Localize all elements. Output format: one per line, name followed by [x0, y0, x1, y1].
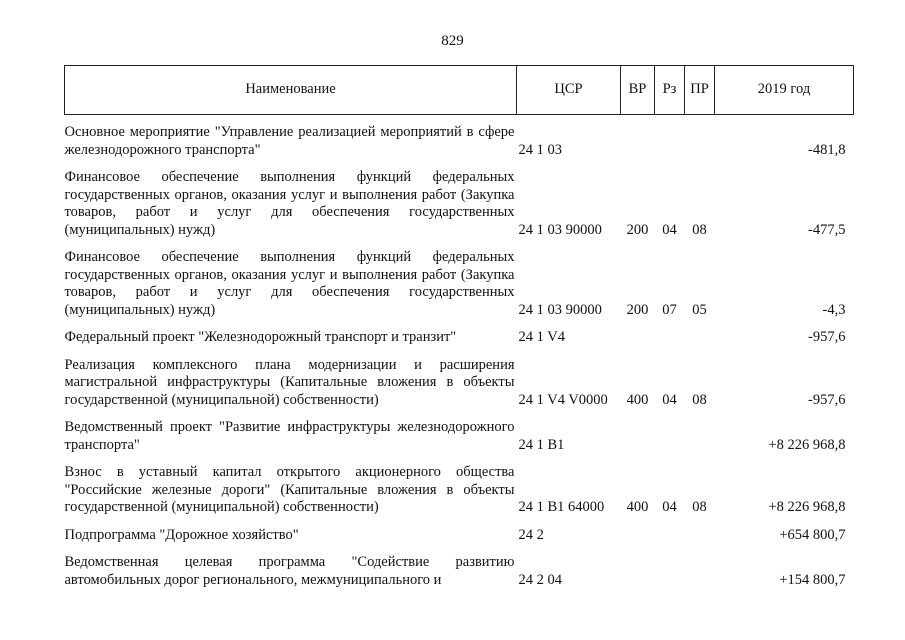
row-name: Ведомственная целевая программа "Содействие развитию автомобильных дорог регионального, межмуниципального и	[64, 554, 515, 588]
row-rz	[655, 329, 685, 357]
row-vr	[621, 115, 655, 170]
row-amount: +8 226 968,8	[768, 436, 846, 453]
row-name: Финансовое обеспечение выполнения функций федеральных государственных органов, оказания услуг и выполнения работ (Закупка товаров, работ и услуг для обеспечения государственных (муниципальных) нужд)	[64, 169, 515, 238]
table-row	[65, 464, 854, 527]
row-rz: 04	[662, 499, 677, 515]
row-pr: 08	[692, 221, 707, 238]
row-rz	[655, 527, 685, 555]
row-amount: +654 800,7	[779, 526, 846, 543]
header-rz: Рз	[655, 66, 685, 115]
row-pr	[685, 419, 715, 464]
table-row	[65, 357, 854, 420]
row-vr	[621, 527, 655, 555]
row-csr: 24 1 V4 V0000	[518, 391, 608, 408]
row-vr: 400	[626, 499, 649, 515]
row-csr: 24 1 B1	[518, 436, 565, 453]
row-pr	[685, 115, 715, 170]
row-csr: 24 1 03	[518, 141, 562, 158]
row-rz	[655, 419, 685, 464]
row-name: Федеральный проект "Железнодорожный транспорт и транзит"	[64, 329, 457, 345]
row-csr: 24 1 03 90000	[518, 221, 602, 238]
header-pr: ПР	[685, 66, 715, 115]
row-vr	[621, 329, 655, 357]
row-csr: 24 1 V4	[518, 329, 565, 345]
row-name: Подпрограмма "Дорожное хозяйство"	[64, 526, 299, 543]
budget-table	[64, 65, 854, 599]
row-amount: +154 800,7	[779, 571, 846, 588]
row-rz: 04	[662, 391, 677, 408]
row-rz: 07	[662, 301, 677, 318]
row-pr	[685, 527, 715, 555]
row-rz	[655, 554, 685, 599]
header-vr: ВР	[621, 66, 655, 115]
row-amount: -481,8	[808, 141, 846, 158]
row-pr	[685, 329, 715, 357]
table-row	[65, 169, 854, 249]
table-row	[65, 554, 854, 599]
row-rz	[655, 115, 685, 170]
row-amount: -4,3	[822, 301, 846, 318]
row-amount: +8 226 968,8	[768, 499, 846, 515]
row-vr: 200	[626, 221, 649, 238]
row-rz: 04	[662, 221, 677, 238]
row-name: Основное мероприятие "Управление реализацией мероприятий в сфере железнодорожного транспорта"	[64, 124, 515, 158]
row-pr: 08	[692, 499, 707, 515]
row-vr	[621, 419, 655, 464]
row-name: Реализация комплексного плана модернизации и расширения магистральной инфраструктуры (Капитальные вложения в объекты государственной (муниципальной) собственности)	[64, 356, 515, 408]
row-pr: 05	[692, 301, 707, 318]
row-csr: 24 2	[518, 526, 544, 543]
table-row	[65, 249, 854, 329]
header-csr: ЦСР	[517, 66, 621, 115]
table-row	[65, 329, 854, 357]
row-amount: -957,6	[808, 329, 846, 345]
table-row	[65, 419, 854, 464]
header-name: Наименование	[65, 66, 517, 115]
row-amount: -957,6	[808, 391, 846, 408]
row-vr: 200	[626, 301, 649, 318]
row-name: Ведомственный проект "Развитие инфраструктуры железнодорожного транспорта"	[64, 419, 515, 453]
page-number: 829	[441, 33, 464, 49]
table-row	[65, 115, 854, 170]
row-name: Финансовое обеспечение выполнения функций федеральных государственных органов, оказания услуг и выполнения работ (Закупка товаров, работ и услуг для обеспечения государственных (муниципальных) нужд)	[64, 249, 515, 318]
row-pr: 08	[692, 391, 707, 408]
row-csr: 24 1 B1 64000	[518, 499, 605, 515]
row-name: Взнос в уставный капитал открытого акционерного общества "Российские железные дороги" (Капитальные вложения в объекты государственной (муниципальной) собственности)	[64, 464, 515, 515]
row-csr: 24 1 03 90000	[518, 301, 602, 318]
row-vr: 400	[626, 391, 649, 408]
row-vr	[621, 554, 655, 599]
row-amount: -477,5	[808, 221, 846, 238]
row-csr: 24 2 04	[518, 571, 562, 588]
header-year: 2019 год	[715, 66, 854, 115]
row-pr	[685, 554, 715, 599]
table-header-row	[65, 66, 854, 115]
table-row	[65, 527, 854, 555]
